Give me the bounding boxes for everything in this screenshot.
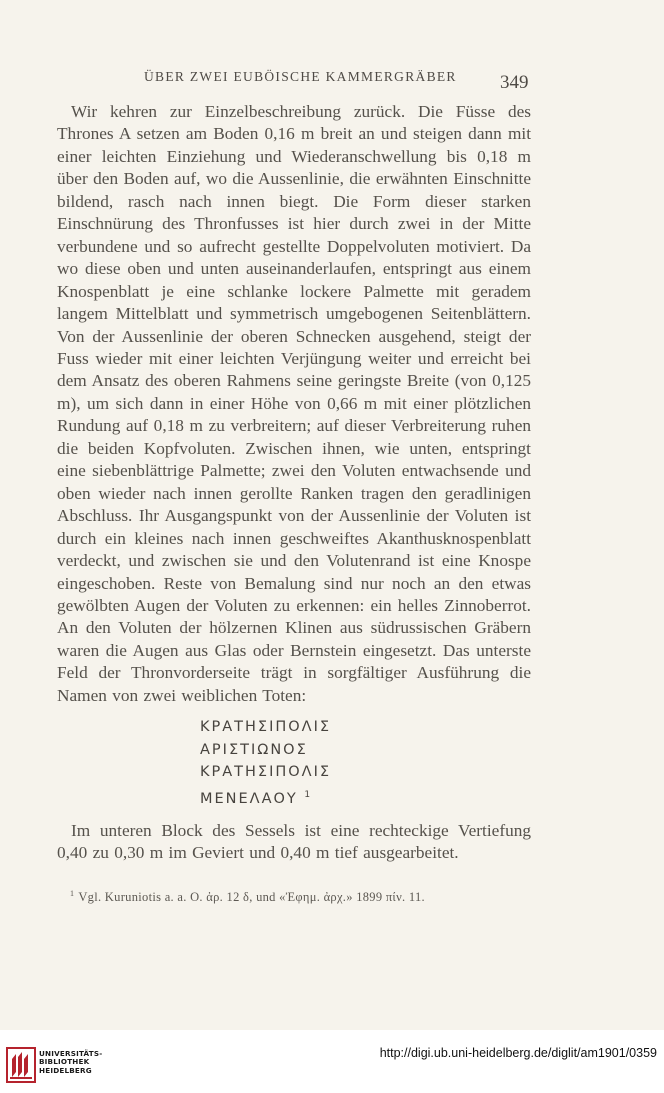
library-logo-icon[interactable] — [6, 1047, 36, 1083]
footnote — [70, 889, 530, 905]
library-name: UNIVERSITÄTS- BIBLIOTHEK HEIDELBERG — [39, 1049, 103, 1075]
inscription-line: ΑΡΙΣΤΙΩΝΟΣ — [200, 741, 308, 758]
permalink-url[interactable]: http://digi.ub.uni-heidelberg.de/diglit/am1901/0359 — [379, 1046, 657, 1060]
page-number: 349 — [500, 72, 529, 93]
paragraph-closing: Im unteren Block des Sessels ist eine rechteckige Vertiefung 0,40 zu 0,30 m im Geviert und 0,40 m tief ausgearbeitet. — [57, 821, 531, 863]
footnote-marker: 1 — [70, 889, 75, 898]
inscription-line: ΜΕΝΕΛΑΟΥ $^1$ — [200, 789, 311, 807]
running-title: ÜBER ZWEI EUBÖISCHE KAMMERGRÄBER — [144, 69, 457, 84]
greek-inscription — [200, 716, 400, 810]
footer-bar — [0, 1030, 664, 1093]
running-head — [0, 69, 664, 93]
inscription-line: ΚΡΑΤΗΣΙΠΟΛΙΣ — [200, 719, 332, 735]
footnote-reference[interactable]: 1 — [304, 789, 311, 800]
footnote-text: Vgl. Kuruniotis a. a. O. ἀρ. 12 δ, und «Ἐφημ. ἀρχ.» 1899 πίν. 11. — [78, 890, 425, 905]
inscription-line: ΚΡΑΤΗΣΙΠΟΛΙΣ — [200, 764, 332, 781]
paragraph-main: Wir kehren zur Einzelbeschreibung zurück. Die Füsse des Thrones A setzen am Boden 0,16 m breit an und steigen dann mit einer leichten Einziehung und Wiederanschwellung bis 0,18 m über den Boden auf, wo die Aussenlinie, die erwähnten Einschnitte bildend, rasch nach innen biegt. Die Form dieser starken Einschnürung des Thronfusses ist hier durch zwei in der Mitte verbundene und so aufrecht gestellte Doppelvoluten motiviert. Da wo diese oben und unten auseinanderlaufen, entspringt aus einem Knospenblatt je eine schlanke lockere Palmette mit geradem langem Mittelblatt und symmetrisch umgebogenen Seitenblättern. Von der Aussenlinie der oberen Schnecken ausgehend, steigt der Fuss wieder mit einer leichten Verjüngung weiter und erreicht bei dem Ansatz des oberen Rahmens seine geringste Breite (von 0,125 m), um sich dann in einer Höhe von 0,66 m mit einer plötzlichen Rundung auf 0,18 m zu verbreitern; auf dieser Verbreiterung ruhen die beiden Kopfvoluten. Zwischen ihnen, wie unten, entspringt eine siebenblättrige Palmette; zwei den Voluten entwachsende und oben wieder nach innen gerollte Ranken tragen den geradlinigen Abschluss. Ihr Ausgangspunkt von der Aussenlinie der Voluten ist durch ein kleines nach innen geschweiftes Akanthusknospenblatt verdeckt, und zwischen sie und den Volutenrand ist eine Knospe eingeschoben. Reste von Bemalung sind nur noch an den etwas gewölbten Augen der Voluten zu erkennen: ein helles Zinnoberrot. An den Voluten der hölzernen Klinen aus südrussischen Gräbern waren die Augen aus Glas oder Bernstein eingesetzt. Das unterste Feld der Thronvorderseite trägt in sorgfältiger Ausführung die Namen von zwei weiblichen Toten: — [57, 102, 531, 705]
